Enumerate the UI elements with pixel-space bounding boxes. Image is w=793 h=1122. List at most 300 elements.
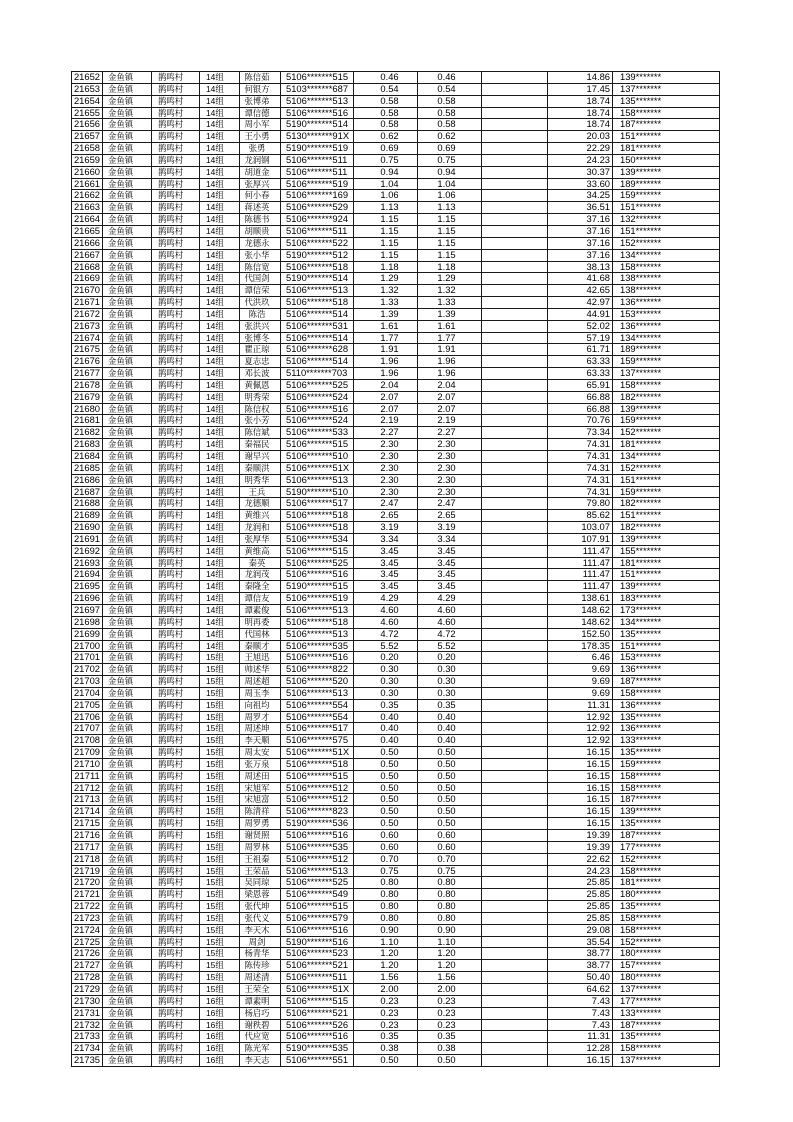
table-row (72, 593, 720, 605)
cell-village: 鹊鸣村 (152, 96, 200, 107)
cell-empty (482, 617, 548, 628)
cell-phone-number: 187******* (613, 830, 720, 841)
cell-value-b: 1.96 (418, 368, 482, 379)
cell-value-b: 0.35 (418, 1031, 482, 1042)
cell-serial-number: 21697 (72, 605, 103, 616)
cell-id-number: 5106*******549 (281, 889, 354, 900)
cell-village: 鹊鸣村 (152, 676, 200, 687)
cell-value-b: 0.58 (418, 119, 482, 130)
cell-town: 金鱼镇 (103, 700, 152, 711)
cell-value-c: 57.19 (548, 333, 613, 344)
cell-village: 鹊鸣村 (152, 1020, 200, 1031)
cell-village: 鹊鸣村 (152, 451, 200, 462)
cell-value-a: 2.07 (354, 404, 418, 415)
cell-phone-number: 152******* (613, 427, 720, 438)
cell-id-number: 5106*******525 (281, 877, 354, 888)
cell-town: 金鱼镇 (103, 569, 152, 580)
cell-phone-number: 151******* (613, 131, 720, 142)
cell-town: 金鱼镇 (103, 1020, 152, 1031)
table-row (72, 498, 720, 510)
cell-village: 鹊鸣村 (152, 190, 200, 201)
cell-serial-number: 21709 (72, 747, 103, 758)
cell-empty (482, 605, 548, 616)
table-row (72, 356, 720, 368)
cell-phone-number: 158******* (613, 262, 720, 273)
cell-town: 金鱼镇 (103, 712, 152, 723)
cell-serial-number: 21725 (72, 937, 103, 948)
cell-value-c: 74.31 (548, 475, 613, 486)
cell-value-b: 1.61 (418, 321, 482, 332)
cell-empty (482, 854, 548, 865)
cell-serial-number: 21704 (72, 688, 103, 699)
cell-value-c: 44.91 (548, 309, 613, 320)
table-row (72, 108, 720, 120)
cell-group: 15组 (200, 901, 240, 912)
cell-id-number: 5106*******515 (281, 546, 354, 557)
cell-value-c: 22.29 (548, 143, 613, 154)
cell-value-c: 19.39 (548, 842, 613, 853)
cell-value-b: 3.19 (418, 522, 482, 533)
cell-person-name: 陈德书 (240, 214, 281, 225)
table-row (72, 652, 720, 664)
cell-serial-number: 21690 (72, 522, 103, 533)
cell-town: 金鱼镇 (103, 783, 152, 794)
cell-id-number: 5106*******554 (281, 700, 354, 711)
cell-value-b: 1.56 (418, 972, 482, 983)
cell-serial-number: 21711 (72, 771, 103, 782)
cell-serial-number: 21664 (72, 214, 103, 225)
cell-value-c: 37.16 (548, 214, 613, 225)
cell-empty (482, 783, 548, 794)
cell-group: 14组 (200, 605, 240, 616)
cell-group: 15组 (200, 925, 240, 936)
cell-serial-number: 21676 (72, 356, 103, 367)
cell-phone-number: 135******* (613, 818, 720, 829)
cell-village: 鹊鸣村 (152, 1043, 200, 1054)
table-row (72, 131, 720, 143)
table-row (72, 569, 720, 581)
cell-value-c: 7.43 (548, 996, 613, 1007)
cell-empty (482, 877, 548, 888)
cell-phone-number: 150******* (613, 155, 720, 166)
cell-value-a: 0.50 (354, 794, 418, 805)
cell-id-number: 5106*******51X (281, 463, 354, 474)
cell-phone-number: 153******* (613, 652, 720, 663)
cell-empty (482, 842, 548, 853)
cell-town: 金鱼镇 (103, 487, 152, 498)
cell-id-number: 5106*******519 (281, 593, 354, 604)
cell-village: 鹊鸣村 (152, 996, 200, 1007)
cell-town: 金鱼镇 (103, 108, 152, 119)
table-row (72, 629, 720, 641)
cell-town: 金鱼镇 (103, 723, 152, 734)
cell-serial-number: 21721 (72, 889, 103, 900)
cell-value-b: 2.30 (418, 439, 482, 450)
cell-value-a: 2.27 (354, 427, 418, 438)
cell-value-c: 138.61 (548, 593, 613, 604)
cell-village: 鹊鸣村 (152, 984, 200, 995)
cell-value-b: 0.80 (418, 877, 482, 888)
cell-serial-number: 21722 (72, 901, 103, 912)
cell-serial-number: 21685 (72, 463, 103, 474)
table-row (72, 273, 720, 285)
cell-person-name: 谭信德 (240, 108, 281, 119)
cell-village: 鹊鸣村 (152, 214, 200, 225)
cell-id-number: 5110*******703 (281, 368, 354, 379)
cell-phone-number: 187******* (613, 676, 720, 687)
table-row (72, 404, 720, 416)
cell-village: 鹊鸣村 (152, 558, 200, 569)
cell-phone-number: 189******* (613, 344, 720, 355)
table-row (72, 143, 720, 155)
cell-town: 金鱼镇 (103, 759, 152, 770)
cell-empty (482, 581, 548, 592)
table-row (72, 901, 720, 913)
cell-serial-number: 21735 (72, 1055, 103, 1066)
cell-id-number: 5106*******511 (281, 167, 354, 178)
cell-town: 金鱼镇 (103, 937, 152, 948)
cell-village: 鹊鸣村 (152, 901, 200, 912)
cell-empty (482, 937, 548, 948)
cell-town: 金鱼镇 (103, 664, 152, 675)
cell-value-c: 148.62 (548, 617, 613, 628)
cell-phone-number: 158******* (613, 688, 720, 699)
cell-serial-number: 21658 (72, 143, 103, 154)
cell-group: 15组 (200, 794, 240, 805)
cell-person-name: 胡道金 (240, 167, 281, 178)
cell-value-a: 1.77 (354, 333, 418, 344)
cell-id-number: 5106*******516 (281, 652, 354, 663)
table-row (72, 948, 720, 960)
cell-person-name: 张厚兴 (240, 179, 281, 190)
table-row (72, 321, 720, 333)
cell-phone-number: 158******* (613, 1043, 720, 1054)
cell-value-b: 3.45 (418, 558, 482, 569)
cell-id-number: 5190*******536 (281, 818, 354, 829)
table-row (72, 842, 720, 854)
cell-person-name: 吴同琼 (240, 877, 281, 888)
cell-town: 金鱼镇 (103, 368, 152, 379)
cell-value-a: 0.58 (354, 108, 418, 119)
cell-town: 金鱼镇 (103, 1043, 152, 1054)
cell-group: 14组 (200, 522, 240, 533)
cell-empty (482, 652, 548, 663)
cell-serial-number: 21670 (72, 285, 103, 296)
cell-value-a: 2.30 (354, 475, 418, 486)
cell-id-number: 5106*******518 (281, 510, 354, 521)
cell-empty (482, 901, 548, 912)
table-row (72, 960, 720, 972)
table-row (72, 475, 720, 487)
cell-empty (482, 960, 548, 971)
cell-serial-number: 21724 (72, 925, 103, 936)
table-row (72, 925, 720, 937)
cell-serial-number: 21734 (72, 1043, 103, 1054)
cell-empty (482, 747, 548, 758)
cell-value-a: 0.23 (354, 1020, 418, 1031)
cell-village: 鹊鸣村 (152, 771, 200, 782)
cell-person-name: 向祖均 (240, 700, 281, 711)
cell-group: 14组 (200, 333, 240, 344)
cell-phone-number: 139******* (613, 581, 720, 592)
cell-town: 金鱼镇 (103, 463, 152, 474)
cell-empty (482, 368, 548, 379)
cell-value-c: 17.45 (548, 84, 613, 95)
cell-group: 14组 (200, 439, 240, 450)
cell-town: 金鱼镇 (103, 889, 152, 900)
cell-person-name: 龙润钢 (240, 155, 281, 166)
cell-group: 14组 (200, 368, 240, 379)
cell-value-c: 178.35 (548, 641, 613, 652)
cell-phone-number: 133******* (613, 1008, 720, 1019)
cell-value-b: 1.29 (418, 273, 482, 284)
cell-person-name: 张代义 (240, 913, 281, 924)
cell-town: 金鱼镇 (103, 546, 152, 557)
cell-phone-number: 157******* (613, 960, 720, 971)
cell-id-number: 5106*******516 (281, 404, 354, 415)
cell-id-number: 5106*******518 (281, 297, 354, 308)
cell-village: 鹊鸣村 (152, 806, 200, 817)
cell-value-a: 1.33 (354, 297, 418, 308)
cell-value-a: 1.06 (354, 190, 418, 201)
cell-village: 鹊鸣村 (152, 1031, 200, 1042)
cell-phone-number: 159******* (613, 759, 720, 770)
cell-village: 鹊鸣村 (152, 783, 200, 794)
cell-phone-number: 135******* (613, 96, 720, 107)
cell-person-name: 陈信权 (240, 404, 281, 415)
cell-village: 鹊鸣村 (152, 593, 200, 604)
cell-value-a: 2.30 (354, 439, 418, 450)
cell-person-name: 龙润和 (240, 522, 281, 533)
cell-phone-number: 158******* (613, 913, 720, 924)
cell-value-b: 0.40 (418, 735, 482, 746)
cell-id-number: 5106*******169 (281, 190, 354, 201)
cell-serial-number: 21730 (72, 996, 103, 1007)
cell-empty (482, 155, 548, 166)
table-row (72, 368, 720, 380)
cell-phone-number: 152******* (613, 854, 720, 865)
cell-group: 14组 (200, 179, 240, 190)
cell-village: 鹊鸣村 (152, 155, 200, 166)
cell-value-b: 3.45 (418, 581, 482, 592)
cell-village: 鹊鸣村 (152, 641, 200, 652)
cell-empty (482, 1043, 548, 1054)
cell-value-a: 1.56 (354, 972, 418, 983)
cell-serial-number: 21656 (72, 119, 103, 130)
cell-id-number: 5106*******514 (281, 333, 354, 344)
cell-village: 鹊鸣村 (152, 534, 200, 545)
cell-value-b: 0.50 (418, 806, 482, 817)
cell-value-c: 16.15 (548, 747, 613, 758)
cell-empty (482, 1020, 548, 1031)
cell-village: 鹊鸣村 (152, 226, 200, 237)
cell-empty (482, 866, 548, 877)
cell-value-b: 2.30 (418, 487, 482, 498)
cell-id-number: 5106*******515 (281, 439, 354, 450)
cell-value-b: 0.62 (418, 131, 482, 142)
cell-village: 鹊鸣村 (152, 747, 200, 758)
cell-serial-number: 21731 (72, 1008, 103, 1019)
cell-value-c: 16.15 (548, 771, 613, 782)
cell-group: 14组 (200, 380, 240, 391)
cell-value-a: 1.96 (354, 368, 418, 379)
cell-town: 金鱼镇 (103, 818, 152, 829)
cell-serial-number: 21665 (72, 226, 103, 237)
cell-value-b: 0.80 (418, 901, 482, 912)
cell-person-name: 龙润茂 (240, 569, 281, 580)
cell-empty (482, 889, 548, 900)
table-row (72, 155, 720, 167)
cell-value-a: 0.50 (354, 1055, 418, 1066)
cell-value-a: 0.40 (354, 712, 418, 723)
cell-town: 金鱼镇 (103, 392, 152, 403)
cell-group: 14组 (200, 356, 240, 367)
cell-phone-number: 151******* (613, 475, 720, 486)
cell-empty (482, 108, 548, 119)
cell-person-name: 陈信茹 (240, 72, 281, 83)
cell-person-name: 帅述华 (240, 664, 281, 675)
cell-empty (482, 427, 548, 438)
cell-empty (482, 475, 548, 486)
cell-phone-number: 136******* (613, 723, 720, 734)
cell-serial-number: 21717 (72, 842, 103, 853)
cell-group: 15组 (200, 759, 240, 770)
cell-empty (482, 380, 548, 391)
cell-value-c: 18.74 (548, 119, 613, 130)
cell-group: 14组 (200, 72, 240, 83)
cell-value-b: 0.50 (418, 783, 482, 794)
cell-person-name: 秦隆全 (240, 581, 281, 592)
cell-person-name: 龙德顺 (240, 498, 281, 509)
cell-phone-number: 159******* (613, 356, 720, 367)
cell-value-c: 25.85 (548, 889, 613, 900)
table-row (72, 664, 720, 676)
cell-serial-number: 21660 (72, 167, 103, 178)
cell-serial-number: 21662 (72, 190, 103, 201)
table-row (72, 1031, 720, 1043)
cell-id-number: 5106*******519 (281, 179, 354, 190)
cell-group: 15组 (200, 712, 240, 723)
cell-person-name: 王兵 (240, 487, 281, 498)
cell-value-a: 1.91 (354, 344, 418, 355)
cell-person-name: 周述超 (240, 676, 281, 687)
table-row (72, 783, 720, 795)
cell-value-c: 42.97 (548, 297, 613, 308)
cell-village: 鹊鸣村 (152, 581, 200, 592)
cell-value-c: 37.16 (548, 238, 613, 249)
cell-phone-number: 183******* (613, 593, 720, 604)
cell-phone-number: 139******* (613, 72, 720, 83)
cell-empty (482, 569, 548, 580)
cell-value-b: 0.46 (418, 72, 482, 83)
cell-serial-number: 21706 (72, 712, 103, 723)
cell-value-c: 16.15 (548, 794, 613, 805)
cell-village: 鹊鸣村 (152, 404, 200, 415)
cell-value-c: 148.62 (548, 605, 613, 616)
cell-person-name: 谭素明 (240, 996, 281, 1007)
cell-id-number: 5106*******512 (281, 783, 354, 794)
table-row (72, 119, 720, 131)
cell-village: 鹊鸣村 (152, 344, 200, 355)
cell-group: 14组 (200, 155, 240, 166)
cell-town: 金鱼镇 (103, 143, 152, 154)
cell-town: 金鱼镇 (103, 238, 152, 249)
cell-person-name: 谭信荣 (240, 285, 281, 296)
cell-person-name: 张勇 (240, 143, 281, 154)
cell-person-name: 张厚华 (240, 534, 281, 545)
cell-group: 15组 (200, 913, 240, 924)
cell-value-c: 63.33 (548, 356, 613, 367)
cell-phone-number: 177******* (613, 842, 720, 853)
cell-person-name: 杨青华 (240, 948, 281, 959)
data-table (71, 71, 720, 1067)
cell-person-name: 张代坤 (240, 901, 281, 912)
cell-town: 金鱼镇 (103, 475, 152, 486)
cell-value-b: 4.29 (418, 593, 482, 604)
cell-phone-number: 138******* (613, 273, 720, 284)
cell-id-number: 5106*******522 (281, 238, 354, 249)
cell-town: 金鱼镇 (103, 913, 152, 924)
cell-phone-number: 181******* (613, 143, 720, 154)
cell-group: 15组 (200, 960, 240, 971)
cell-value-b: 1.20 (418, 960, 482, 971)
cell-id-number: 5106*******514 (281, 309, 354, 320)
cell-serial-number: 21698 (72, 617, 103, 628)
cell-id-number: 5190*******515 (281, 581, 354, 592)
cell-empty (482, 522, 548, 533)
cell-value-c: 63.33 (548, 368, 613, 379)
cell-id-number: 5190*******510 (281, 487, 354, 498)
cell-town: 金鱼镇 (103, 155, 152, 166)
cell-phone-number: 177******* (613, 996, 720, 1007)
cell-serial-number: 21708 (72, 735, 103, 746)
cell-value-a: 3.45 (354, 569, 418, 580)
table-row (72, 415, 720, 427)
cell-value-c: 103.07 (548, 522, 613, 533)
cell-phone-number: 151******* (613, 202, 720, 213)
cell-person-name: 明再委 (240, 617, 281, 628)
table-row (72, 262, 720, 274)
table-row (72, 818, 720, 830)
cell-empty (482, 487, 548, 498)
cell-phone-number: 135******* (613, 747, 720, 758)
cell-person-name: 周罗勇 (240, 818, 281, 829)
cell-value-a: 0.60 (354, 830, 418, 841)
cell-empty (482, 262, 548, 273)
cell-village: 鹊鸣村 (152, 273, 200, 284)
cell-person-name: 陈传珍 (240, 960, 281, 971)
cell-phone-number: 159******* (613, 190, 720, 201)
cell-empty (482, 439, 548, 450)
table-row (72, 1008, 720, 1020)
cell-value-c: 36.51 (548, 202, 613, 213)
cell-group: 14组 (200, 463, 240, 474)
cell-value-a: 2.00 (354, 984, 418, 995)
cell-value-c: 38.77 (548, 948, 613, 959)
cell-phone-number: 134******* (613, 451, 720, 462)
cell-value-a: 3.45 (354, 581, 418, 592)
cell-id-number: 5106*******524 (281, 415, 354, 426)
table-row (72, 996, 720, 1008)
cell-value-c: 9.69 (548, 664, 613, 675)
table-row (72, 250, 720, 262)
cell-person-name: 代应宽 (240, 1031, 281, 1042)
cell-id-number: 5106*******554 (281, 712, 354, 723)
cell-value-a: 0.50 (354, 783, 418, 794)
table-row (72, 427, 720, 439)
cell-value-c: 16.15 (548, 806, 613, 817)
cell-empty (482, 688, 548, 699)
